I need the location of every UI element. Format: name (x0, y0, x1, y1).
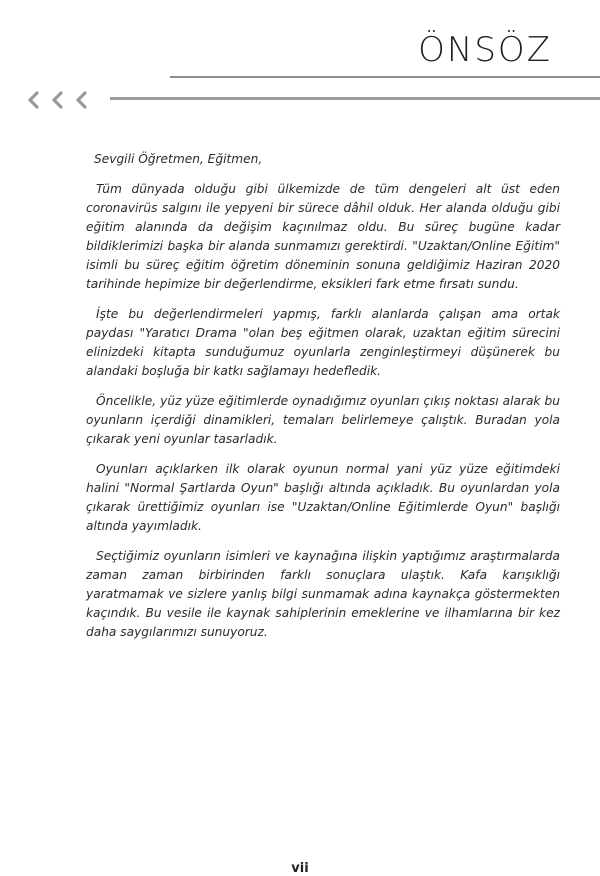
paragraph: İşte bu değerlendirmeleri yapmış, farklı alanlarda çalışan ama ortak paydası "Yaratıcı Drama "olan beş eğitmen olarak, uzaktan eğitim sürecini elinizdeki kitapta sunduğumuz oyunlarla zenginleştirmeyi düşünerek bu alandaki boşluğa bir katkı sağlamayı hedefledik. (86, 307, 560, 378)
paragraph: Oyunları açıklarken ilk olarak oyunun normal yani yüz yüze eğitimdeki halini "Normal Şartlarda Oyun" başlığı altında açıkladık. Bu oyunlardan yola çıkarak ürettiğimiz oyunları ise "Uzaktan/Online Eğitimlerde Oyun" başlığı altında yayımladık. (86, 462, 560, 533)
chevron-left-icon (72, 90, 92, 110)
header-rule-bottom (110, 97, 600, 100)
paragraph: Tüm dünyada olduğu gibi ülkemizde de tüm dengeleri alt üst eden coronavirüs salgını ile yepyeni bir sürece dâhil olduk. Her alanda olduğu gibi eğitim alanında da değişim kaçınılmaz oldu. Bu süreç bugüne kadar bildiklerimizi başka bir alanda sunmamızı gerektirdi. "Uzaktan/Online Eğitim" isimli bu süreç eğitim öğretim döneminin sonuna geldiğimiz Haziran 2020 tarihinde hepimize bir değerlendirme, eksikleri fark etme fırsatı sundu. (86, 182, 560, 291)
chevron-left-icon (48, 90, 68, 110)
header-rule-top (170, 76, 600, 78)
chevron-group (24, 90, 92, 110)
paragraph: Öncelikle, yüz yüze eğitimlerde oynadığımız oyunları çıkış noktası alarak bu oyunların içerdiği dinamikleri, temaları belirlemeye çalıştık. Buradan yola çıkarak yeni oyunlar tasarladık. (86, 394, 560, 446)
salutation: Sevgili Öğretmen, Eğitmen, (94, 152, 263, 166)
chevron-left-icon (24, 90, 44, 110)
paragraph: Seçtiğimiz oyunların isimleri ve kaynağına ilişkin yaptığımız araştırmalarda zaman zaman birbirinden farklı sonuçlara ulaştık. Kafa karışıklığı yaratmamak ve sizlere yanlış bilgi sunmamak adına kaynakça göstermekten kaçındık. Bu vesile ile kaynak sahiplerinin emeklerine ve ilhamlarına bir kez daha saygılarımızı sunuyoruz. (86, 549, 560, 639)
page-title: ÖNSÖZ (418, 30, 552, 70)
page-number: vii (291, 861, 309, 876)
preface-body (86, 150, 560, 653)
